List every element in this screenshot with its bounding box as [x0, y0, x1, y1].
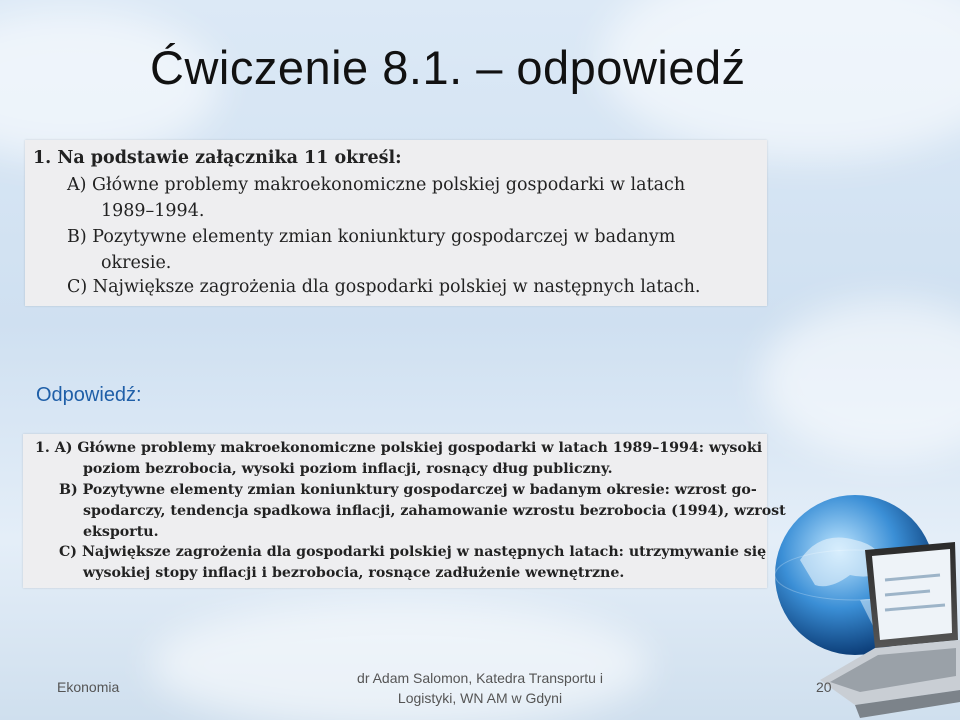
- slide-title: Ćwiczenie 8.1. – odpowiedź: [150, 41, 746, 94]
- answer-line: spodarczy, tendencja spadkowa inflacji, zahamowanie wzrostu bezrobocia (1994), wzrost: [83, 503, 786, 519]
- footer-author-line: Logistyki, WN AM w Gdyni: [397, 690, 563, 706]
- question-line: 1. Na podstawie załącznika 11 określ:: [33, 148, 402, 168]
- footer-course: Ekonomia: [57, 679, 120, 695]
- answer-label: Odpowiedź:: [36, 384, 142, 406]
- footer-author: [340, 668, 620, 708]
- answer-scan: [23, 434, 786, 588]
- question-line: C) Największe zagrożenia dla gospodarki polskiej w następnych latach.: [67, 277, 701, 297]
- answer-line: B) Pozytywne elementy zmian koniunktury gospodarczej w badanym okresie: wzrost go-: [59, 482, 757, 498]
- footer-author-line: dr Adam Salomon, Katedra Transportu i: [357, 670, 603, 686]
- question-line: B) Pozytywne elementy zmian koniunktury gospodarczej w badanym: [67, 227, 676, 247]
- answer-line: C) Największe zagrożenia dla gospodarki polskiej w następnych latach: utrzymywanie się: [59, 544, 767, 560]
- globe-laptop-decoration: [760, 490, 960, 720]
- answer-line: eksportu.: [83, 524, 159, 540]
- question-scan: [25, 140, 767, 306]
- answer-line: wysokiej stopy inflacji i bezrobocia, rosnące zadłużenie wewnętrzne.: [83, 565, 625, 581]
- page-number: 20: [816, 679, 832, 695]
- question-line: 1989–1994.: [101, 201, 205, 221]
- cloud-decoration: [760, 300, 960, 460]
- question-line: A) Główne problemy makroekonomiczne polskiej gospodarki w latach: [67, 175, 686, 195]
- answer-line: poziom bezrobocia, wysoki poziom inflacji, rosnący dług publiczny.: [83, 461, 613, 477]
- answer-line: 1. A) Główne problemy makroekonomiczne polskiej gospodarki w latach 1989–1994: wysoki: [35, 440, 763, 456]
- question-line: okresie.: [101, 253, 172, 273]
